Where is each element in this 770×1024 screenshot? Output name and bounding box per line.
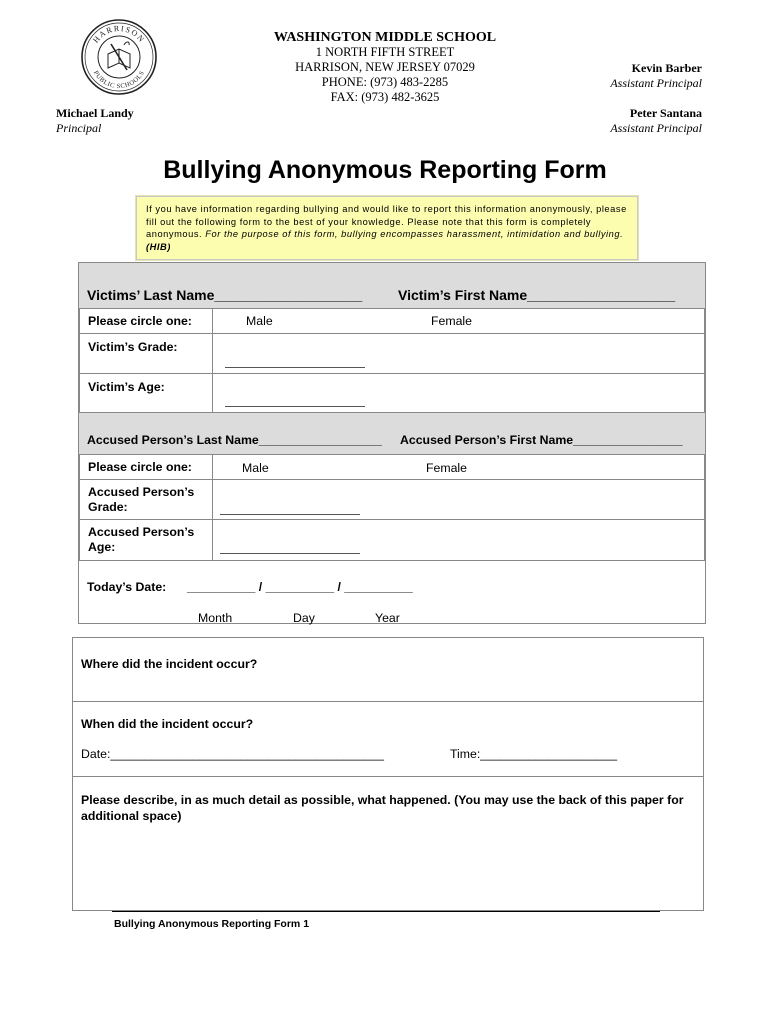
- notice-hib: (HIB): [146, 241, 171, 252]
- accused-last-name-field[interactable]: Accused Person’s Last Name__________________: [87, 433, 382, 447]
- accused-names-row: [79, 413, 705, 454]
- principal-name: Michael Landy: [56, 106, 134, 120]
- victim-grade-field[interactable]: [225, 367, 365, 368]
- svg-text:PUBLIC SCHOOLS: [92, 70, 146, 90]
- victim-grade-label: Victim’s Grade:: [88, 340, 178, 354]
- assistant-principal-1: [610, 61, 702, 91]
- incident-panel: [72, 637, 704, 911]
- victim-grade-cell: [212, 333, 705, 374]
- victim-age-label: Victim’s Age:: [88, 380, 165, 394]
- accused-female-option[interactable]: Female: [426, 461, 468, 475]
- todays-date-field[interactable]: __________ / __________ / __________: [187, 580, 413, 594]
- victim-age-label-cell: [79, 373, 213, 413]
- accused-grade-label: Accused Person’s Grade:: [88, 485, 195, 514]
- footer-rule: [112, 911, 660, 912]
- victim-female-option[interactable]: Female: [431, 314, 473, 328]
- page-footer: Bullying Anonymous Reporting Form 1: [114, 918, 310, 930]
- incident-date-field[interactable]: Date:________________________________________: [81, 747, 384, 761]
- accused-circle-label: Please circle one:: [88, 460, 192, 474]
- svg-text:HARRISON: [91, 24, 147, 45]
- accused-circle-label-cell: [79, 454, 213, 480]
- victim-circle-label: Please circle one:: [88, 314, 192, 328]
- incident-when-label: When did the incident occur?: [81, 717, 254, 731]
- incident-description-area[interactable]: [77, 830, 699, 906]
- accused-age-label-cell: [79, 519, 213, 561]
- ap2-name: Peter Santana: [629, 106, 702, 120]
- school-address-line1: 1 NORTH FIFTH STREET: [315, 45, 455, 59]
- date-month-label: Month: [198, 611, 233, 625]
- victim-age-cell: [212, 373, 705, 413]
- date-day-label: Day: [293, 611, 315, 625]
- seal-top-text: HARRISON: [91, 23, 147, 45]
- accused-grade-field[interactable]: [220, 514, 360, 515]
- victim-circle-label-cell: [79, 308, 213, 334]
- date-year-label: Year: [375, 611, 400, 625]
- divider-line: [73, 776, 703, 777]
- accused-gender-cell: [212, 454, 705, 480]
- seal-bottom-text: PUBLIC SCHOOLS: [91, 69, 147, 91]
- school-phone: PHONE: (973) 483-2285: [321, 75, 449, 89]
- victim-names-row: [79, 263, 705, 308]
- todays-date-label: Today’s Date:: [87, 580, 167, 594]
- form-panel: [78, 262, 706, 624]
- school-address-line2: HARRISON, NEW JERSEY 07029: [295, 60, 475, 74]
- accused-age-field[interactable]: [220, 553, 360, 554]
- principal: [56, 106, 134, 136]
- form-title: Bullying Anonymous Reporting Form: [163, 156, 607, 184]
- notice-box: [136, 196, 638, 260]
- accused-male-option[interactable]: Male: [242, 461, 269, 475]
- incident-where-label: Where did the incident occur?: [81, 657, 258, 671]
- school-fax: FAX: (973) 482-3625: [330, 90, 440, 104]
- victim-first-name-field[interactable]: Victim’s First Name___________________: [398, 287, 676, 303]
- divider-line: [73, 701, 703, 702]
- incident-describe-label: Please describe, in as much detail as possible, what happened. (You may use the back of this paper for additional space): [81, 793, 684, 823]
- notice-text: If you have information regarding bullying and would like to report this information anonymously, please fill out the following form to the best of your knowledge. Please note that this form is completely anonymous.: [146, 204, 627, 240]
- notice-italic: For the purpose of this form, bullying encompasses harassment, intimidation and bullying.: [205, 229, 624, 240]
- victim-age-field[interactable]: [225, 406, 365, 407]
- assistant-principal-2: [610, 106, 702, 136]
- ap1-name: Kevin Barber: [631, 61, 702, 75]
- school-seal-logo: [80, 18, 158, 96]
- principal-title: Principal: [56, 121, 102, 135]
- victim-last-name-field[interactable]: Victims’ Last Name___________________: [87, 287, 363, 303]
- ap1-title: Assistant Principal: [610, 76, 702, 90]
- school-name: WASHINGTON MIDDLE SCHOOL: [273, 30, 497, 45]
- victim-grade-label-cell: [79, 333, 213, 374]
- ap2-title: Assistant Principal: [610, 121, 702, 135]
- accused-grade-label-cell: [79, 479, 213, 520]
- victim-male-option[interactable]: Male: [246, 314, 273, 328]
- victim-gender-cell: [212, 308, 705, 334]
- accused-first-name-field[interactable]: Accused Person’s First Name________________: [400, 433, 683, 447]
- school-header: [230, 30, 540, 105]
- incident-time-field[interactable]: Time:____________________: [450, 747, 618, 761]
- accused-grade-cell: [212, 479, 705, 520]
- accused-age-cell: [212, 519, 705, 561]
- accused-age-label: Accused Person’s Age:: [88, 525, 195, 554]
